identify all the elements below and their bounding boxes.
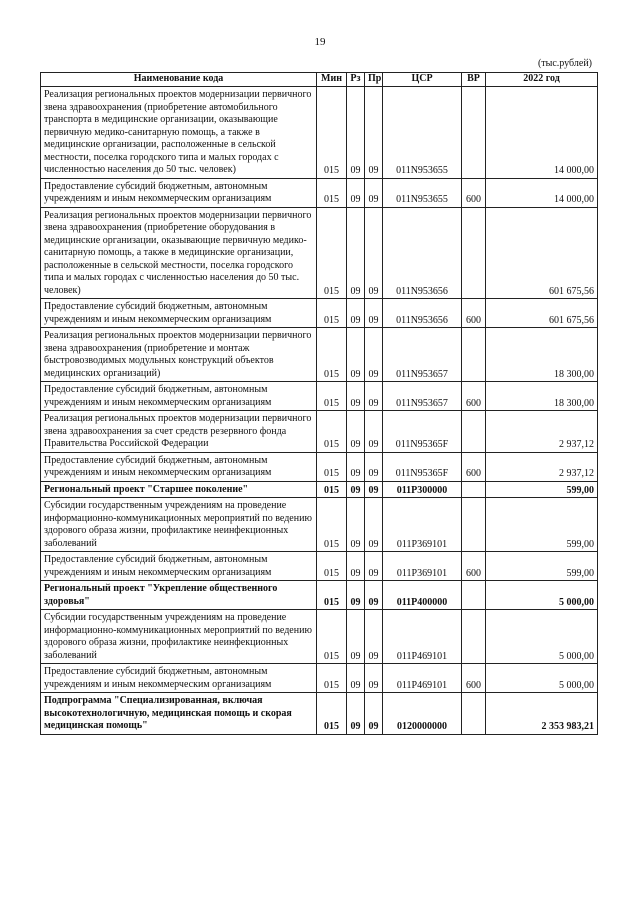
cell-csr: 011N953657 bbox=[383, 328, 462, 382]
cell-rz: 09 bbox=[347, 411, 365, 453]
cell-pr: 09 bbox=[365, 382, 383, 411]
cell-amount: 18 300,00 bbox=[486, 382, 598, 411]
cell-pr: 09 bbox=[365, 299, 383, 328]
table-row bbox=[41, 664, 598, 693]
cell-rz: 09 bbox=[347, 452, 365, 481]
table-row bbox=[41, 299, 598, 328]
cell-amount: 601 675,56 bbox=[486, 299, 598, 328]
cell-vr: 600 bbox=[462, 178, 486, 207]
cell-csr: 011P400000 bbox=[383, 581, 462, 610]
table-row bbox=[41, 382, 598, 411]
cell-vr: 600 bbox=[462, 452, 486, 481]
cell-name: Реализация региональных проектов модернизации первичного звена здравоохранения за счет средств резервного фонда Правительства Российской Федерации bbox=[41, 411, 317, 453]
cell-csr: 011N953655 bbox=[383, 178, 462, 207]
cell-rz: 09 bbox=[347, 481, 365, 498]
header-year: 2022 год bbox=[486, 73, 598, 87]
table-body bbox=[41, 87, 598, 735]
table-row bbox=[41, 207, 598, 299]
cell-amount: 601 675,56 bbox=[486, 207, 598, 299]
cell-vr bbox=[462, 411, 486, 453]
cell-pr: 09 bbox=[365, 178, 383, 207]
cell-amount: 2 937,12 bbox=[486, 452, 598, 481]
cell-csr: 011P469101 bbox=[383, 610, 462, 664]
cell-rz: 09 bbox=[347, 87, 365, 179]
cell-pr: 09 bbox=[365, 664, 383, 693]
cell-min: 015 bbox=[317, 207, 347, 299]
cell-min: 015 bbox=[317, 411, 347, 453]
cell-amount: 599,00 bbox=[486, 552, 598, 581]
cell-min: 015 bbox=[317, 581, 347, 610]
table-row bbox=[41, 498, 598, 552]
page-number: 19 bbox=[314, 36, 326, 48]
cell-pr: 09 bbox=[365, 481, 383, 498]
cell-pr: 09 bbox=[365, 552, 383, 581]
cell-min: 015 bbox=[317, 452, 347, 481]
header-rz: Рз bbox=[347, 73, 365, 87]
cell-rz: 09 bbox=[347, 693, 365, 735]
cell-amount: 2 353 983,21 bbox=[486, 693, 598, 735]
table-row bbox=[41, 452, 598, 481]
table-row bbox=[41, 178, 598, 207]
cell-pr: 09 bbox=[365, 87, 383, 179]
cell-min: 015 bbox=[317, 498, 347, 552]
cell-pr: 09 bbox=[365, 498, 383, 552]
table-row bbox=[41, 552, 598, 581]
cell-amount: 2 937,12 bbox=[486, 411, 598, 453]
cell-amount: 599,00 bbox=[486, 498, 598, 552]
cell-name: Региональный проект "Укрепление общественного здоровья" bbox=[41, 581, 317, 610]
header-name: Наименование кода bbox=[41, 73, 317, 87]
cell-name: Субсидии государственным учреждениям на проведение информационно-коммуникационных мероприятий по ведению здорового образа жизни, профилактике неинфекционных заболеваний bbox=[41, 498, 317, 552]
cell-pr: 09 bbox=[365, 411, 383, 453]
cell-csr: 011N95365F bbox=[383, 411, 462, 453]
cell-min: 015 bbox=[317, 610, 347, 664]
cell-min: 015 bbox=[317, 178, 347, 207]
cell-amount: 599,00 bbox=[486, 481, 598, 498]
table-row bbox=[41, 693, 598, 735]
cell-name: Предоставление субсидий бюджетным, автономным учреждениям и иным некоммерческим организациям bbox=[41, 178, 317, 207]
cell-csr: 011P369101 bbox=[383, 552, 462, 581]
cell-pr: 09 bbox=[365, 328, 383, 382]
cell-name: Реализация региональных проектов модернизации первичного звена здравоохранения (приобретение и монтаж быстровозводимых модульных конструкций объектов медицинских организаций) bbox=[41, 328, 317, 382]
cell-min: 015 bbox=[317, 328, 347, 382]
cell-pr: 09 bbox=[365, 581, 383, 610]
cell-min: 015 bbox=[317, 664, 347, 693]
cell-name: Предоставление субсидий бюджетным, автономным учреждениям и иным некоммерческим организациям bbox=[41, 452, 317, 481]
budget-table bbox=[40, 72, 598, 735]
cell-min: 015 bbox=[317, 552, 347, 581]
cell-name: Реализация региональных проектов модернизации первичного звена здравоохранения (приобретение оборудования в медицинские организации, оказывающие первичную медико-санитарную помощь, а также в медицинские организации, расположенные в сельской местности, поселка городского типа и малых городах с численностью населения до 50 тыс. человек) bbox=[41, 207, 317, 299]
cell-csr: 0120000000 bbox=[383, 693, 462, 735]
table-row bbox=[41, 87, 598, 179]
cell-rz: 09 bbox=[347, 207, 365, 299]
cell-csr: 011N953657 bbox=[383, 382, 462, 411]
cell-min: 015 bbox=[317, 481, 347, 498]
header-min: Мин bbox=[317, 73, 347, 87]
table-header-row bbox=[41, 73, 598, 87]
cell-pr: 09 bbox=[365, 610, 383, 664]
cell-csr: 011N953656 bbox=[383, 299, 462, 328]
cell-min: 015 bbox=[317, 87, 347, 179]
cell-rz: 09 bbox=[347, 498, 365, 552]
table-row bbox=[41, 581, 598, 610]
cell-name: Региональный проект "Старшее поколение" bbox=[41, 481, 317, 498]
cell-name: Предоставление субсидий бюджетным, автономным учреждениям и иным некоммерческим организациям bbox=[41, 664, 317, 693]
cell-name: Предоставление субсидий бюджетным, автономным учреждениям и иным некоммерческим организациям bbox=[41, 299, 317, 328]
cell-vr bbox=[462, 693, 486, 735]
cell-rz: 09 bbox=[347, 552, 365, 581]
table-row bbox=[41, 328, 598, 382]
cell-rz: 09 bbox=[347, 581, 365, 610]
cell-vr bbox=[462, 481, 486, 498]
cell-rz: 09 bbox=[347, 382, 365, 411]
cell-csr: 011P300000 bbox=[383, 481, 462, 498]
cell-csr: 011P469101 bbox=[383, 664, 462, 693]
cell-min: 015 bbox=[317, 299, 347, 328]
cell-amount: 5 000,00 bbox=[486, 581, 598, 610]
cell-min: 015 bbox=[317, 382, 347, 411]
header-csr: ЦСР bbox=[383, 73, 462, 87]
cell-vr: 600 bbox=[462, 552, 486, 581]
cell-csr: 011P369101 bbox=[383, 498, 462, 552]
cell-vr: 600 bbox=[462, 664, 486, 693]
cell-name: Субсидии государственным учреждениям на проведение информационно-коммуникационных мероприятий по ведению здорового образа жизни, профилактике неинфекционных заболеваний bbox=[41, 610, 317, 664]
cell-amount: 5 000,00 bbox=[486, 610, 598, 664]
cell-min: 015 bbox=[317, 693, 347, 735]
cell-amount: 14 000,00 bbox=[486, 87, 598, 179]
cell-name: Предоставление субсидий бюджетным, автономным учреждениям и иным некоммерческим организациям bbox=[41, 552, 317, 581]
cell-vr bbox=[462, 610, 486, 664]
cell-rz: 09 bbox=[347, 610, 365, 664]
cell-pr: 09 bbox=[365, 693, 383, 735]
cell-rz: 09 bbox=[347, 299, 365, 328]
header-vr: ВР bbox=[462, 73, 486, 87]
table-row bbox=[41, 610, 598, 664]
cell-csr: 011N95365F bbox=[383, 452, 462, 481]
cell-amount: 5 000,00 bbox=[486, 664, 598, 693]
table-row bbox=[41, 481, 598, 498]
cell-vr bbox=[462, 207, 486, 299]
cell-vr bbox=[462, 581, 486, 610]
cell-pr: 09 bbox=[365, 207, 383, 299]
cell-csr: 011N953656 bbox=[383, 207, 462, 299]
cell-rz: 09 bbox=[347, 664, 365, 693]
cell-pr: 09 bbox=[365, 452, 383, 481]
cell-name: Подпрограмма "Специализированная, включая высокотехнологичную, медицинская помощь и скорая медицинская помощь" bbox=[41, 693, 317, 735]
cell-vr bbox=[462, 498, 486, 552]
cell-rz: 09 bbox=[347, 178, 365, 207]
cell-vr: 600 bbox=[462, 299, 486, 328]
cell-vr: 600 bbox=[462, 382, 486, 411]
cell-name: Предоставление субсидий бюджетным, автономным учреждениям и иным некоммерческим организациям bbox=[41, 382, 317, 411]
table-row bbox=[41, 411, 598, 453]
header-pr: Пр bbox=[365, 73, 383, 87]
cell-vr bbox=[462, 328, 486, 382]
cell-rz: 09 bbox=[347, 328, 365, 382]
cell-name: Реализация региональных проектов модернизации первичного звена здравоохранения (приобретение автомобильного транспорта в медицинские организации, оказывающие первичную медико-санитарную помощь, а также в медицинские организации, расположенные в сельской местности, поселка городского типа и малых городах с численностью населения до 50 тыс. человек) bbox=[41, 87, 317, 179]
units-label: (тыс.рублей) bbox=[537, 58, 592, 69]
cell-amount: 18 300,00 bbox=[486, 328, 598, 382]
cell-amount: 14 000,00 bbox=[486, 178, 598, 207]
cell-vr bbox=[462, 87, 486, 179]
cell-csr: 011N953655 bbox=[383, 87, 462, 179]
